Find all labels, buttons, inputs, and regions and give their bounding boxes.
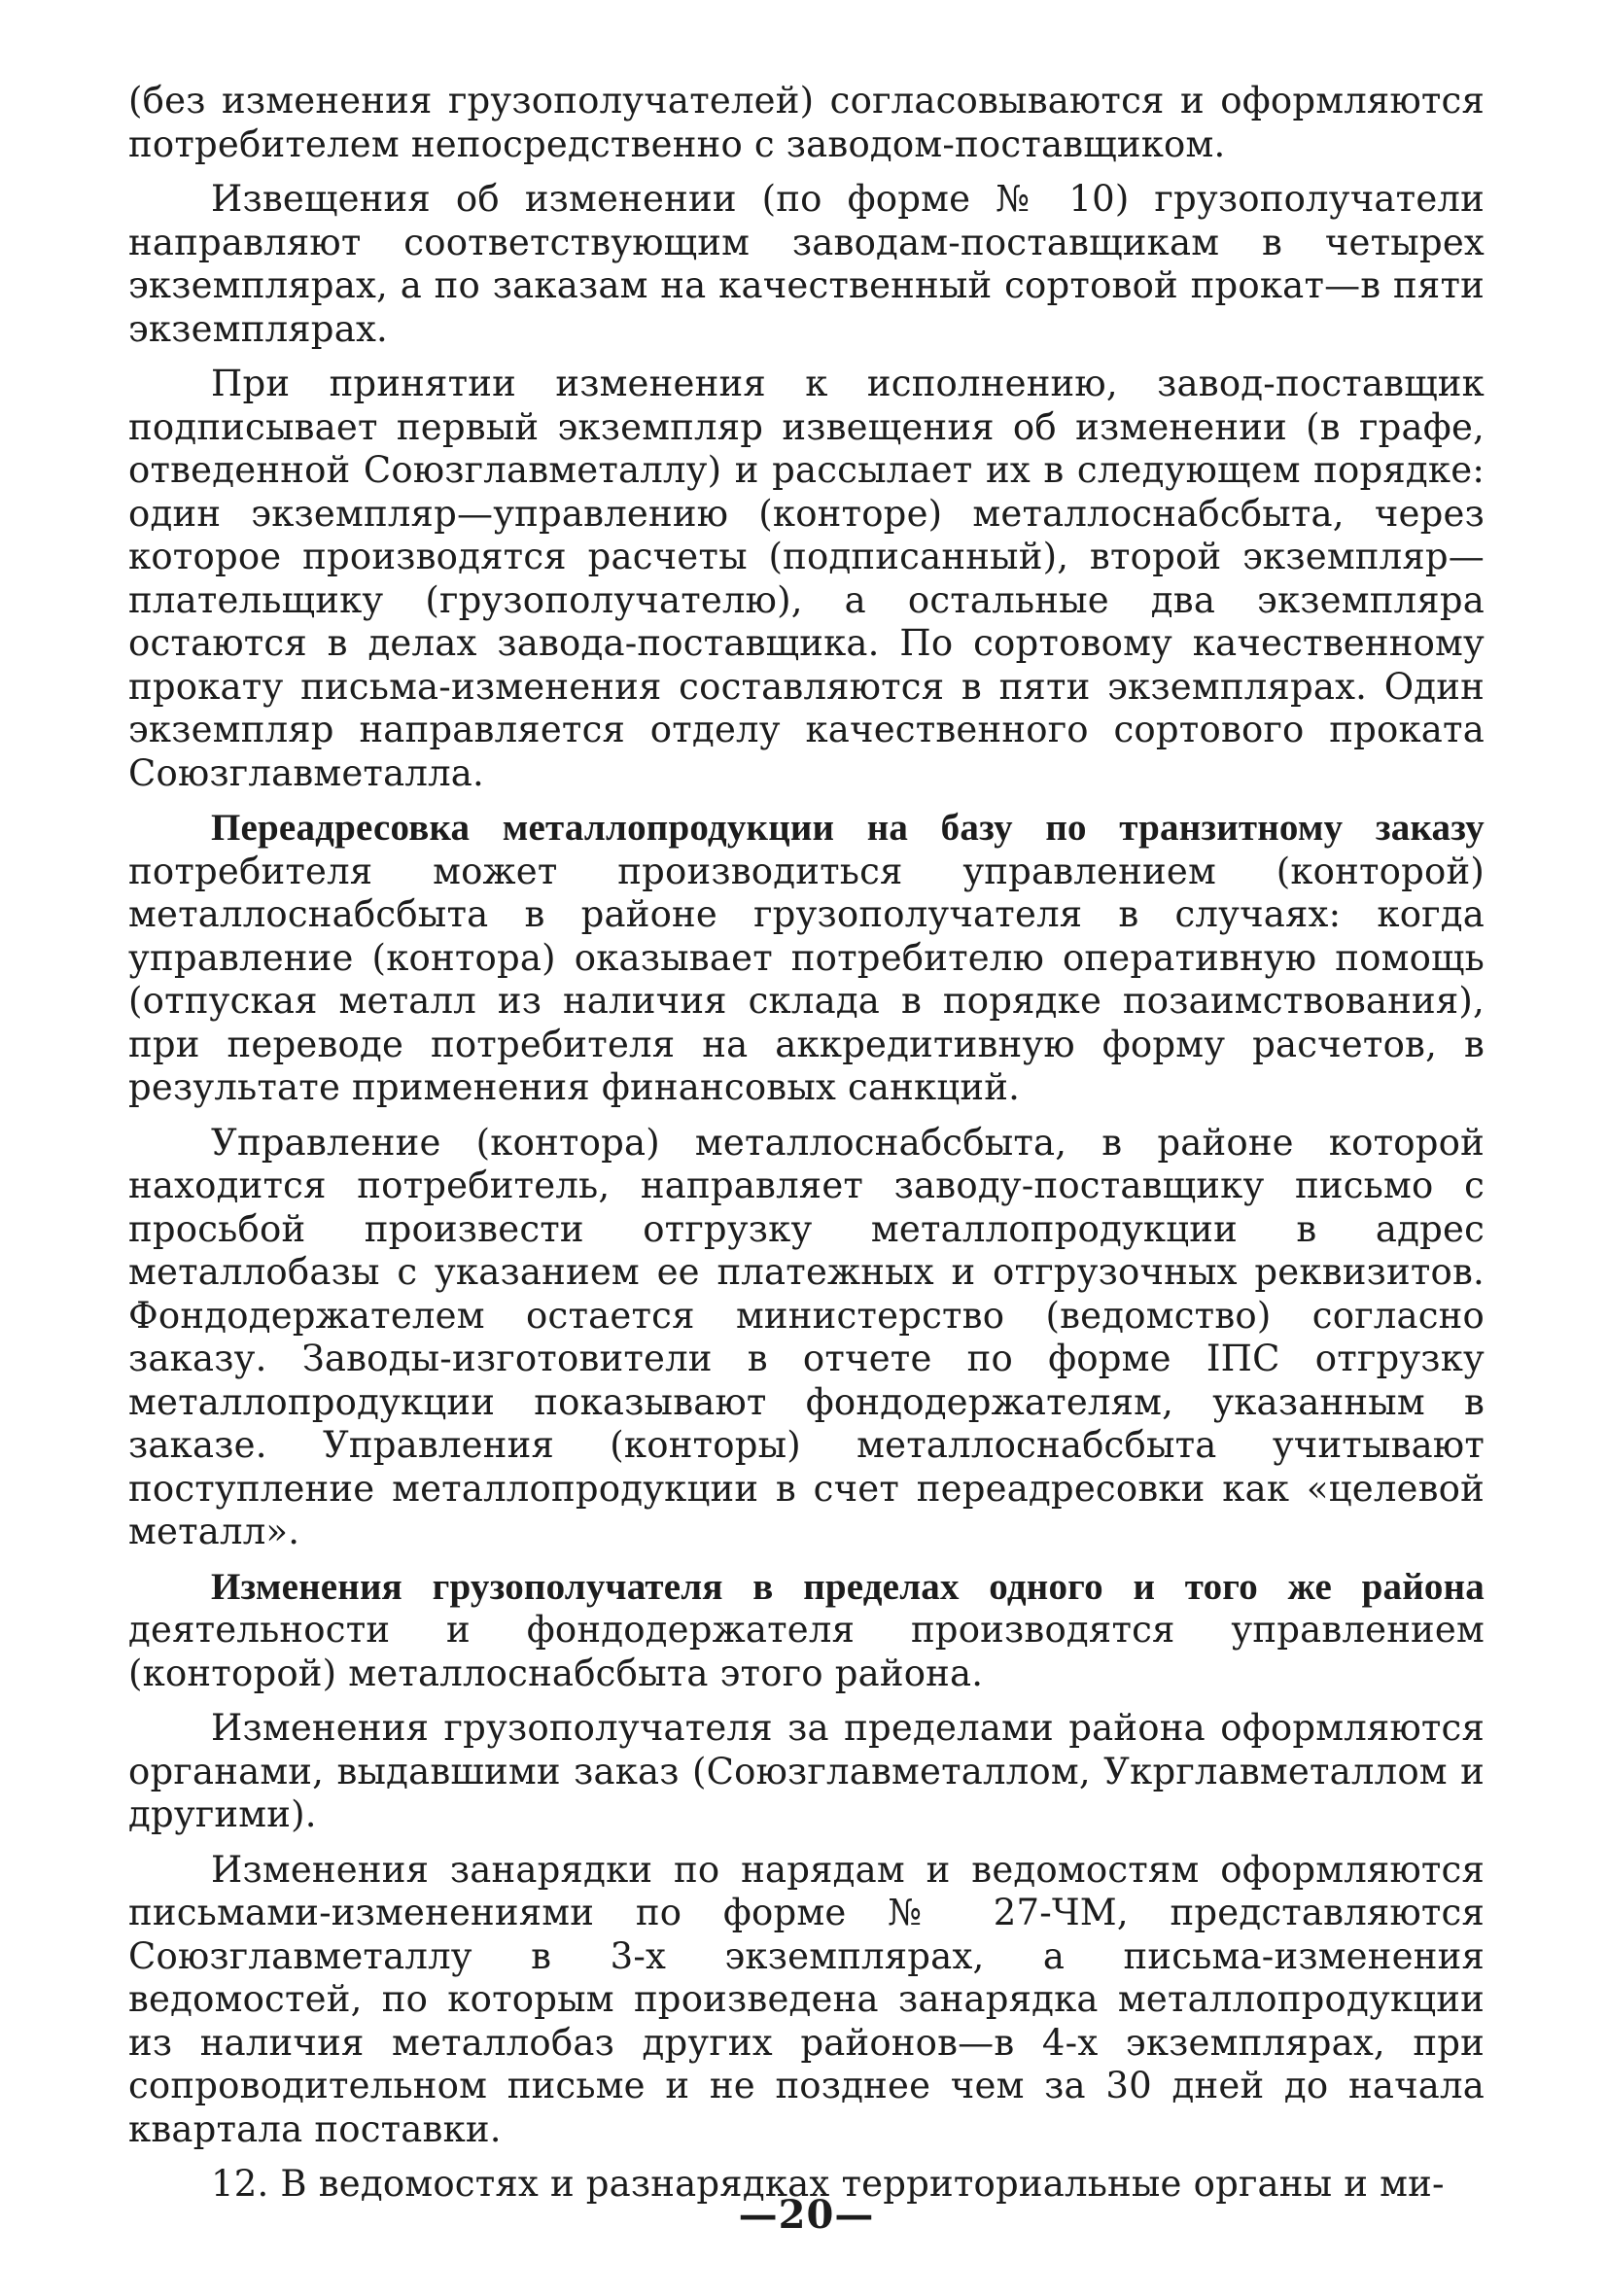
- page-number: —20—: [738, 2192, 875, 2238]
- paragraph-7: [128, 1707, 1485, 1837]
- paragraph-1-text: (без изменения грузополучателей) согласовываются и оформляются потребителем непосредственно с заводом-поставщиком.: [128, 80, 1485, 165]
- document-page: [128, 80, 1485, 2267]
- paragraph-8: [128, 1849, 1485, 2152]
- paragraph-4-text: потребителя может производиться управлением (конторой) металлоснабсбыта в районе грузополучателя в случаях: когда управление (контора) оказывает потребителю оперативную помощь (отпуская металл из наличия склада в порядке позаимствования), при переводе потребителя на аккредитивную форму расчетов, в результате применения финансовых санкций.: [128, 850, 1485, 1108]
- paragraph-5-text: Управление (контора) металлоснабсбыта, в районе которой находится потребитель, направляет заводу-поставщику письмо с просьбой произвести отгрузку металлопродукции в адрес металлобазы с указанием ее платежных и отгрузочных реквизитов. Фондодержателем остается министерство (ведомство) согласно заказу. Заводы-изготовители в отчете по форме ІПС отгрузку металлопродукции показывают фондодержателям, указанным в заказе. Управления (конторы) металлоснабсбыта учитывают поступление металлопродукции в счет переадресовки как «целевой металл».: [128, 1121, 1485, 1552]
- paragraph-3-text: При принятии изменения к исполнению, завод-поставщик подписывает первый экземпляр извещения об изменении (в графе, отведенной Союзглавметаллу) и рассылает их в следующем порядке: один экземпляр—управлению (конторе) металлоснабсбыта, через которое производятся расчеты (подписанный), второй экземпляр—плательщику (грузополучателю), а остальные два экземпляра остаются в делах завода-поставщика. По сортовому качественному прокату письма-изменения составляются в пяти экземплярах. Один экземпляр направляется отделу качественного сортового проката Союзглавметалла.: [128, 363, 1485, 794]
- paragraph-3: [128, 363, 1485, 795]
- paragraph-9-text: 12. В ведомостях и разнарядках территориальные органы и ми-: [211, 2163, 1445, 2205]
- paragraph-5: [128, 1122, 1485, 1554]
- paragraph-4-lead: Переадресовка металлопродукции на базу по транзитному заказу: [211, 807, 1485, 849]
- paragraph-2-text: Извещения об изменении (по форме № 10) грузополучатели направляют соответствующим заводам-поставщикам в четырех экземплярах, а по заказам на качественный сортовой прокат—в пяти экземплярах.: [128, 178, 1485, 350]
- paragraph-6: [128, 1566, 1485, 1696]
- paragraph-7-text: Изменения грузополучателя за пределами района оформляются органами, выдавшими заказ (Союзглавметаллом, Укрглавметаллом и другими).: [128, 1707, 1485, 1835]
- paragraph-8-text: Изменения занарядки по нарядам и ведомостям оформляются письмами-изменениями по форме № 27-ЧМ, представляются Союзглавметаллу в 3-х экземплярах, а письма-изменения ведомостей, по которым произведена занарядка металлопродукции из наличия металлобаз других районов—в 4-х экземплярах, при сопроводительном письме и не позднее чем за 30 дней до начала квартала поставки.: [128, 1848, 1485, 2150]
- paragraph-1: [128, 80, 1485, 166]
- paragraph-6-text: деятельности и фондодержателя производятся управлением (конторой) металлоснабсбыта этого района.: [128, 1609, 1485, 1694]
- paragraph-2: [128, 178, 1485, 351]
- paragraph-4: [128, 807, 1485, 1110]
- paragraph-6-lead: Изменения грузополучателя в пределах одного и того же района: [211, 1565, 1485, 1608]
